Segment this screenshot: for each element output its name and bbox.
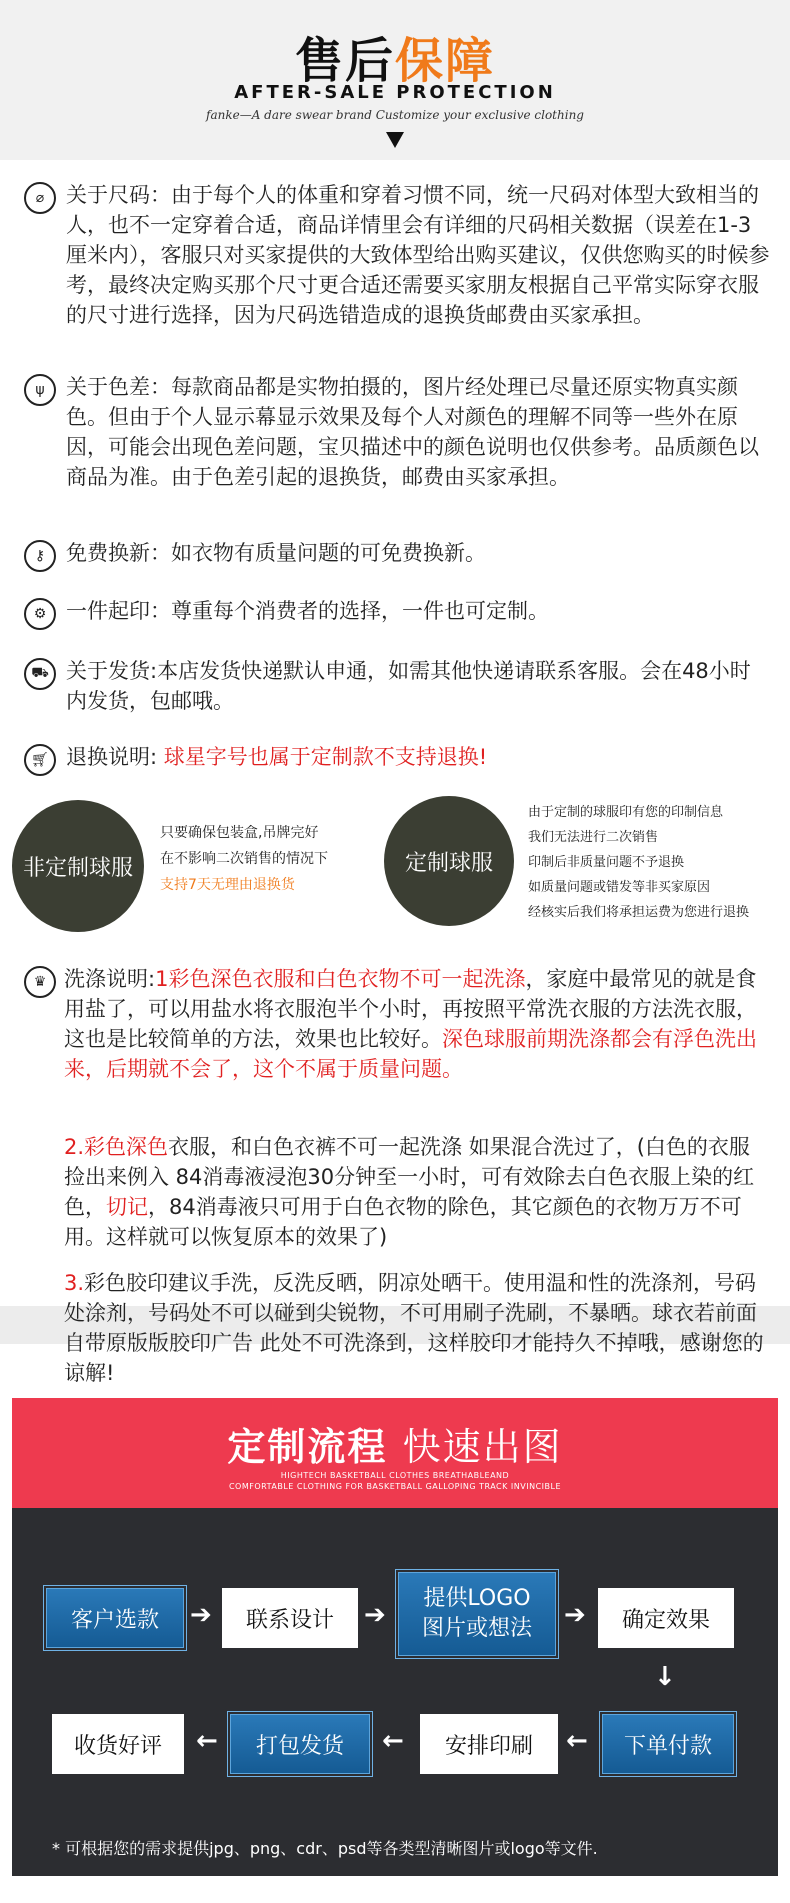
crown-icon: ♛ <box>24 966 56 998</box>
cart-icon: 🛒︎ <box>24 744 56 776</box>
process-en-line-2: COMFORTABLE CLOTHING FOR BASKETBALL GALLOPING TRACK INVINCIBLE <box>228 1482 562 1491</box>
custom-line: 我们无法进行二次销售 <box>528 830 659 845</box>
process-banner <box>12 1398 778 1508</box>
process-title: 定制流程 快速出图 <box>227 1425 563 1469</box>
non-custom-line: 只要确保包装盒,吊牌完好 <box>160 825 319 841</box>
step-contact-design: 联系设计 <box>222 1588 358 1648</box>
arrow-left-icon: ← <box>382 1726 404 1756</box>
down-triangle-icon <box>386 132 404 148</box>
header <box>0 0 790 160</box>
custom-desc <box>528 800 749 925</box>
policy-color-text: 关于色差：每款商品都是实物拍摄的，图片经处理已尽量还原实物真实颜色。但由于个人显示幕显示效果及每个人对颜色的理解不同等一些外在原因，可能会出现色差问题，宝贝描述中的颜色说明也仅供参考。品质颜色以商品为准。由于色差引起的退换货，邮费由买家承担。 <box>66 375 759 489</box>
car-icon: ⛟ <box>24 658 56 690</box>
process-note: * 可根据您的需求提供jpg、png、cdr、psd等各类型清晰图片或logo等文件. <box>52 1839 598 1858</box>
arrow-left-icon: ← <box>196 1726 218 1756</box>
page-title-en: AFTER-SALE PROTECTION <box>234 82 556 103</box>
custom-badge: 定制球服 <box>384 796 514 926</box>
step-select-style: 客户选款 <box>46 1588 184 1648</box>
process-panel <box>12 1508 778 1876</box>
policy-free-replace-text: 免费换新：如衣物有质量问题的可免费换新。 <box>66 541 486 565</box>
washing-para-3: 3.彩色胶印建议手洗，反洗反晒，阴凉处晒干。使用温和性的洗涤剂，号码处涂剂，号码处不可以碰到尖锐物，不可用刷子洗刷，不暴晒。球衣若前面自带原版版胶印广告 此处不可洗涤到，这样胶印才能持久不掉哦，感谢您的谅解! <box>64 1271 764 1385</box>
step-arrange-print: 安排印刷 <box>420 1714 558 1774</box>
custom-line: 印制后非质量问题不予退换 <box>528 855 685 870</box>
policy-one-piece-text: 一件起印：尊重每个消费者的选择，一件也可定制。 <box>66 599 549 623</box>
step-confirm-effect: 确定效果 <box>598 1588 734 1648</box>
fork-knife-icon: ψ <box>24 374 56 406</box>
policy-shipping-text: 关于发货:本店发货快递默认申通，如需其他快递请联系客服。会在48小时内发货，包邮哦。 <box>66 659 751 713</box>
custom-line: 由于定制的球服印有您的印制信息 <box>528 805 724 820</box>
non-custom-highlight: 支持7天无理由退换货 <box>160 877 295 893</box>
step-provide-logo: 提供LOGO 图片或想法 <box>398 1572 556 1656</box>
step-receive-review: 收货好评 <box>52 1714 184 1774</box>
non-custom-line: 在不影响二次销售的情况下 <box>160 851 328 867</box>
custom-line: 如质量问题或错发等非买家原因 <box>528 880 711 895</box>
gear-icon: ⚙ <box>24 598 56 630</box>
washing-para-1: 洗涤说明:1彩色深色衣服和白色衣物不可一起洗涤，家庭中最常见的就是食用盐了，可以用盐水将衣服泡半个小时，再按照平常洗衣服的方法洗衣服，这也是比较简单的方法，效果也比较好。深色球服前期洗涤都会有浮色洗出来，后期就不会了，这个不属于质量问题。 <box>64 967 757 1081</box>
process-en-line-1: HIGHTECH BASKETBALL CLOTHES BREATHABLEAND <box>280 1471 510 1480</box>
non-custom-badge: 非定制球服 <box>12 800 144 932</box>
step-place-order: 下单付款 <box>602 1714 734 1774</box>
paperclip-icon: ⌀ <box>24 182 56 214</box>
custom-line: 经核实后我们将承担运费为您进行退换 <box>528 905 750 920</box>
page-title: 售后保障 <box>294 33 496 89</box>
washing-para-2: 2.彩色深色衣服，和白色衣裤不可一起洗涤 如果混合洗过了，(白色的衣服捡出来例入 84消毒液浸泡30分钟至一小时，可有效除去白色衣服上染的红色，切记，84消毒液只可用于白色衣物的除色，其它颜色的衣物万万不可用。这样就可以恢复原本的效果了) <box>64 1135 755 1249</box>
policy-size-text: 关于尺码：由于每个人的体重和穿着习惯不同，统一尺码对体型大致相当的人，也不一定穿着合适，商品详情里会有详细的尺码相关数据（误差在1-3厘米内），客服只对买家提供的大致体型给出购买建议，仅供您购买的时候参考，最终决定购买那个尺寸更合适还需要买家朋友根据自己平常实际穿衣服的尺寸进行选择，因为尺码选错造成的退换货邮费由买家承担。 <box>66 183 770 327</box>
arrow-down-icon: ↓ <box>654 1662 676 1692</box>
non-custom-desc <box>160 820 328 898</box>
arrow-left-icon: ← <box>566 1726 588 1756</box>
page-subtitle: fanke—A dare swear brand Customize your exclusive clothing <box>206 108 584 122</box>
policy-return-text: 退换说明: 球星字号也属于定制款不支持退换! <box>66 745 488 769</box>
arrow-right-icon: ➔ <box>364 1600 386 1630</box>
arrow-right-icon: ➔ <box>564 1600 586 1630</box>
key-icon: ⚷ <box>24 540 56 572</box>
arrow-right-icon: ➔ <box>190 1600 212 1630</box>
step-pack-ship: 打包发货 <box>230 1714 370 1774</box>
